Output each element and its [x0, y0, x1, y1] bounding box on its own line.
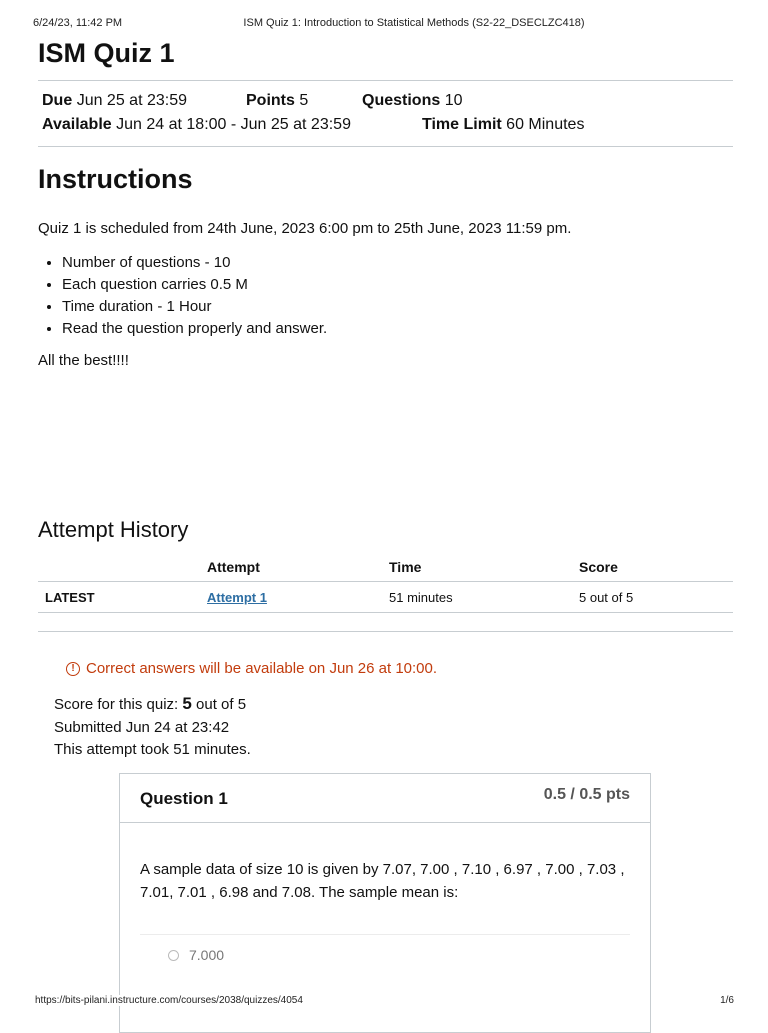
score-value: 5 [182, 694, 192, 713]
table-header-row [38, 552, 733, 582]
score-summary [54, 694, 246, 714]
instructions-list [38, 252, 327, 340]
instruction-item: • Time duration - 1 Hour [62, 296, 327, 318]
print-page-title: ISM Quiz 1: Introduction to Statistical Methods (S2-22_DSECLZC418) [243, 17, 585, 29]
print-url: https://bits-pilani.instructure.com/courses/2038/quizzes/4054 [35, 995, 303, 1006]
divider [38, 631, 733, 632]
questions-value: 10 [444, 92, 463, 109]
column-header-attempt: Attempt [207, 552, 389, 582]
due-label: Due [42, 92, 73, 109]
answer-label: 7.000 [189, 947, 225, 963]
latest-label: LATEST [38, 582, 207, 613]
column-header-label [38, 552, 207, 582]
instructions-intro: Quiz 1 is scheduled from 24th June, 2023 6:00 pm to 25th June, 2023 11:59 pm. [38, 220, 572, 237]
score-prefix: Score for this quiz: [54, 696, 179, 713]
column-header-score: Score [579, 552, 733, 582]
answers-availability-notice [66, 660, 437, 677]
column-header-time: Time [389, 552, 579, 582]
due-info [42, 92, 187, 110]
available-value: Jun 24 at 18:00 - Jun 25 at 23:59 [116, 116, 351, 133]
notice-text: Correct answers will be available on Jun 26 at 10:00. [86, 660, 438, 677]
instruction-item: • Number of questions - 10 [62, 252, 327, 274]
instruction-item: • Read the question properly and answer. [62, 318, 327, 340]
quiz-title: ISM Quiz 1 [38, 38, 175, 68]
questions-info [362, 92, 462, 110]
points-info [246, 92, 308, 110]
points-label: Points [246, 92, 295, 109]
divider [38, 146, 733, 147]
time-limit-value: 60 Minutes [506, 116, 585, 133]
attempt-time: 51 minutes [389, 582, 579, 613]
divider [38, 80, 733, 81]
table-row [38, 582, 733, 613]
available-info [42, 116, 351, 134]
time-limit-info [422, 116, 584, 134]
question-text: A sample data of size 10 is given by 7.07, 7.00 , 7.10 , 6.97 , 7.00 , 7.03 , 7.01, 7.01 , 6.98 and 7.08. The sample mean is: [140, 861, 625, 901]
instructions-closing: All the best!!!! [38, 352, 129, 369]
print-datetime: 6/24/23, 11:42 PM [33, 17, 123, 29]
question-points: 0.5 / 0.5 pts [543, 786, 630, 803]
points-value: 5 [299, 92, 309, 109]
due-value: Jun 25 at 23:59 [76, 92, 187, 109]
question-card [119, 773, 651, 1033]
score-suffix: out of 5 [196, 696, 247, 713]
alert-circle-icon: ! [66, 662, 80, 676]
answer-list [140, 934, 630, 975]
print-page-number: 1/6 [720, 995, 734, 1006]
questions-label: Questions [362, 92, 441, 109]
instruction-item: • Each question carries 0.5 M [62, 274, 327, 296]
attempt-score: 5 out of 5 [579, 582, 733, 613]
attempt-history-heading: Attempt History [38, 517, 189, 542]
attempt-duration: This attempt took 51 minutes. [54, 741, 251, 758]
submitted-info: Submitted Jun 24 at 23:42 [54, 719, 230, 736]
question-header [120, 774, 650, 823]
attempt-link[interactable]: Attempt 1 [207, 589, 267, 605]
instructions-heading: Instructions [38, 164, 193, 194]
attempt-history-table [38, 552, 733, 613]
time-limit-label: Time Limit [422, 116, 502, 133]
available-label: Available [42, 116, 112, 133]
answer-option[interactable] [140, 935, 630, 975]
radio-button[interactable] [168, 950, 179, 961]
question-title: Question 1 [140, 789, 228, 808]
